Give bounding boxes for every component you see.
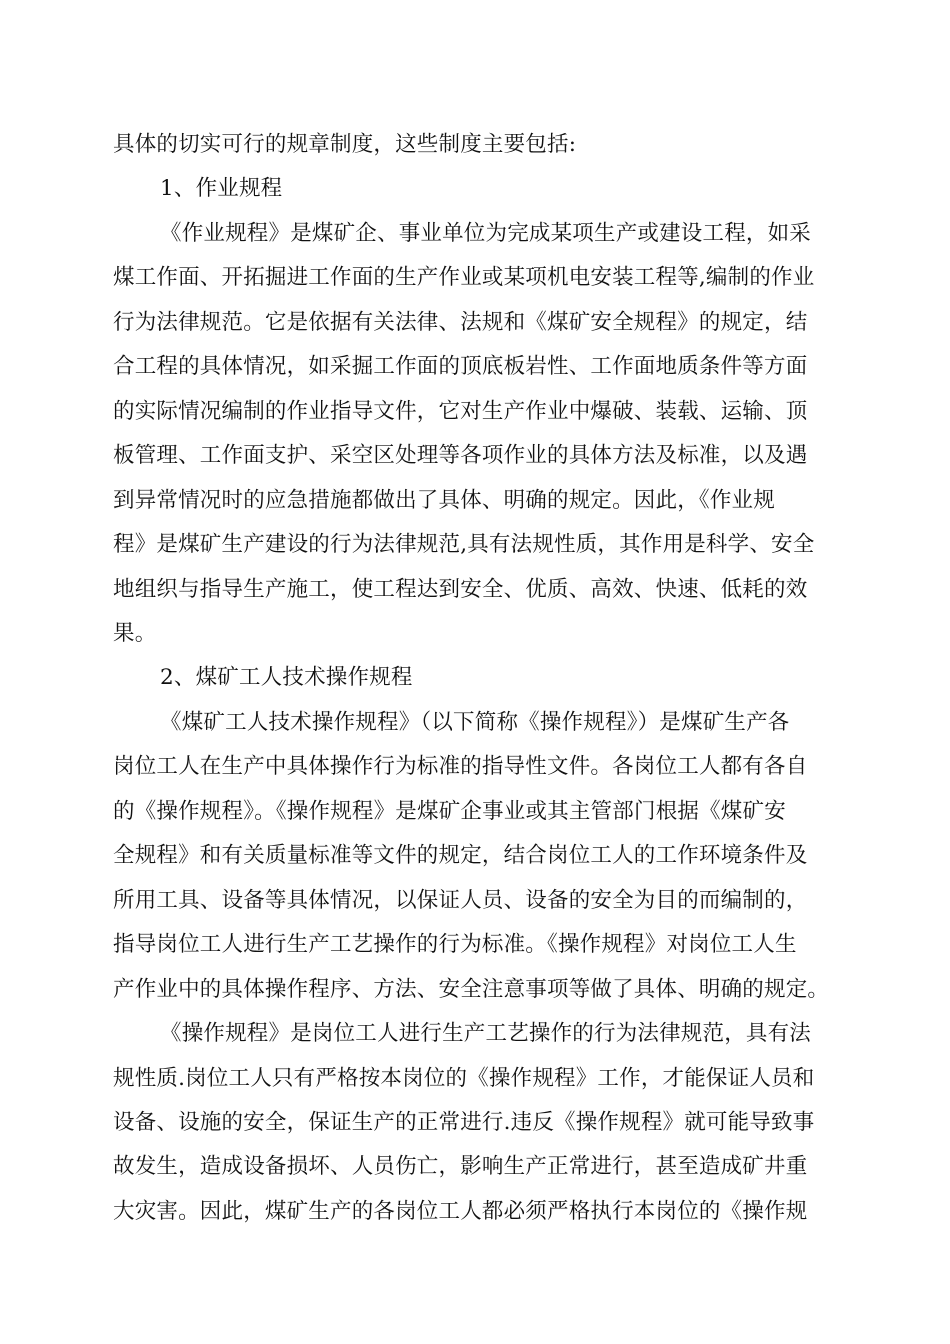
text-line: 《作业规程》是煤矿企、事业单位为完成某项生产或建设工程，如采 bbox=[160, 221, 812, 246]
text-line: 合工程的具体情况，如采掘工作面的顶底板岩性、工作面地质条件等方面 bbox=[113, 354, 808, 379]
text-line: 全规程》和有关质量标准等文件的规定，结合岗位工人的工作环境条件及 bbox=[113, 843, 808, 868]
text-line: 煤工作面、开拓掘进工作面的生产作业或某项机电安装工程等,编制的作业 bbox=[113, 265, 815, 290]
text-line: 果。 bbox=[113, 621, 157, 646]
text-line: 故发生，造成设备损坏、人员伤亡，影响生产正常进行，甚至造成矿井重 bbox=[113, 1154, 808, 1179]
text-line: 行为法律规范。它是依据有关法律、法规和《煤矿安全规程》的规定，结 bbox=[113, 310, 808, 335]
text-line: 所用工具、设备等具体情况，以保证人员、设备的安全为目的而编制的， bbox=[113, 888, 808, 913]
text-line: 大灾害。因此，煤矿生产的各岗位工人都必须严格执行本岗位的《操作规 bbox=[113, 1199, 808, 1224]
text-line: 程》是煤矿生产建设的行为法律规范,具有法规性质，其作用是科学、安全 bbox=[113, 532, 815, 557]
section-heading: 1、作业规程 bbox=[160, 176, 283, 201]
text-line: 指导岗位工人进行生产工艺操作的行为标准。《操作规程》对岗位工人生 bbox=[113, 932, 797, 957]
text-line: 地组织与指导生产施工，使工程达到安全、优质、高效、快速、低耗的效 bbox=[113, 577, 808, 602]
text-line: 设备、设施的安全，保证生产的正常进行.违反《操作规程》就可能导致事 bbox=[113, 1110, 815, 1135]
text-line: 具体的切实可行的规章制度，这些制度主要包括: bbox=[113, 132, 577, 157]
text-line: 《煤矿工人技术操作规程》（以下简称《操作规程》）是煤矿生产各 bbox=[160, 710, 790, 735]
text-line: 到异常情况时的应急措施都做出了具体、明确的规定。因此，《作业规 bbox=[113, 488, 775, 513]
text-line: 岗位工人在生产中具体操作行为标准的指导性文件。各岗位工人都有各自 bbox=[113, 754, 808, 779]
text-line: 板管理、工作面支护、采空区处理等各项作业的具体方法及标准，以及遇 bbox=[113, 443, 808, 468]
text-line: 的《操作规程》。《操作规程》是煤矿企事业或其主管部门根据《煤矿安 bbox=[113, 799, 786, 824]
section-heading: 2、煤矿工人技术操作规程 bbox=[160, 665, 413, 690]
text-line: 规性质.岗位工人只有严格按本岗位的《操作规程》工作，才能保证人员和 bbox=[113, 1066, 815, 1091]
text-line: 的实际情况编制的作业指导文件，它对生产作业中爆破、装载、运输、顶 bbox=[113, 399, 808, 424]
text-line: 产作业中的具体操作程序、方法、安全注意事项等做了具体、明确的规定。 bbox=[113, 977, 830, 1002]
text-line: 《操作规程》是岗位工人进行生产工艺操作的行为法律规范，具有法 bbox=[160, 1021, 812, 1046]
